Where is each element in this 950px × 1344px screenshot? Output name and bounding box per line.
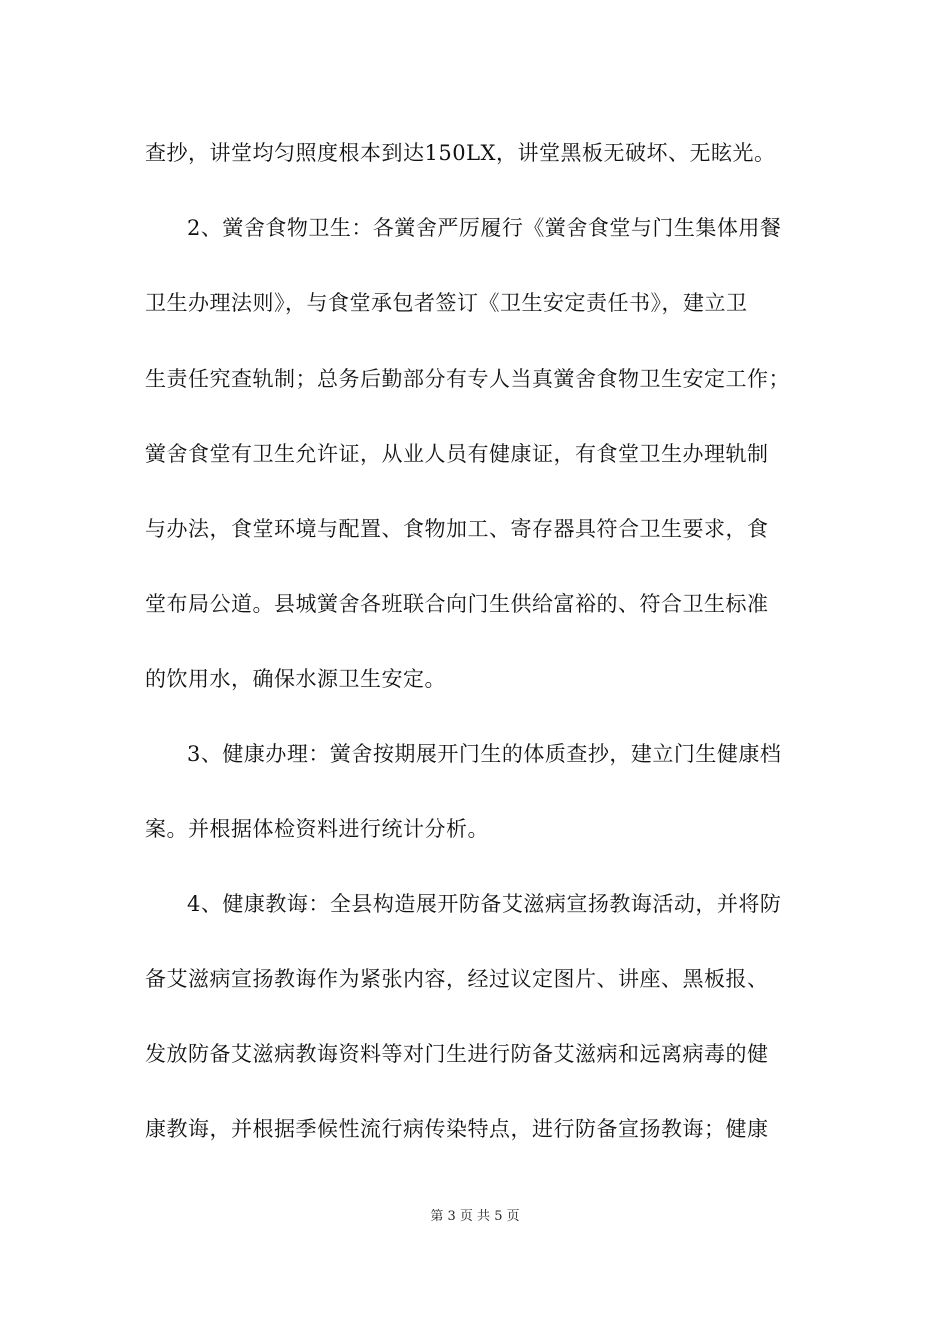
body-text-line: 发放防备艾滋病教诲资料等对门生进行防备艾滋病和远离病毒的健 (145, 1042, 769, 1066)
page-number-footer: 第 3 页 共 5 页 (430, 1209, 520, 1224)
body-text-line: 与办法，食堂环境与配置、食物加工、寄存器具符合卫生要求，食 (145, 517, 769, 541)
body-text-line: 康教诲，并根据季候性流行病传染特点，进行防备宣扬教诲；健康 (145, 1117, 769, 1141)
paragraph-start-line: 4、健康教诲：全县构造展开防备艾滋病宣扬教诲活动，并将防 (187, 892, 782, 916)
body-text-line: 查抄，讲堂均匀照度根本到达150LX，讲堂黑板无破坏、无眩光。 (145, 141, 776, 165)
body-text-line: 备艾滋病宣扬教诲作为紧张内容，经过议定图片、讲座、黑板报、 (145, 967, 769, 991)
body-text-line: 卫生办理法则》，与食堂承包者签订《卫生安定责任书》，建立卫 (145, 291, 748, 315)
paragraph-start-line: 3、健康办理：黉舍按期展开门生的体质查抄，建立门生健康档 (187, 742, 782, 766)
body-text-line: 生责任究查轨制；总务后勤部分有专人当真黉舍食物卫生安定工作； (145, 367, 790, 391)
body-text-line: 的饮用水，确保水源卫生安定。 (145, 667, 446, 691)
paragraph-start-line: 2、黉舍食物卫生：各黉舍严厉履行《黉舍食堂与门生集体用餐 (187, 216, 782, 240)
body-text-line: 黉舍食堂有卫生允许证，从业人员有健康证，有食堂卫生办理轨制 (145, 442, 769, 466)
body-text-line: 案。并根据体检资料进行统计分析。 (145, 817, 489, 841)
body-text-line: 堂布局公道。县城黉舍各班联合向门生供给富裕的、符合卫生标准 (145, 592, 769, 616)
